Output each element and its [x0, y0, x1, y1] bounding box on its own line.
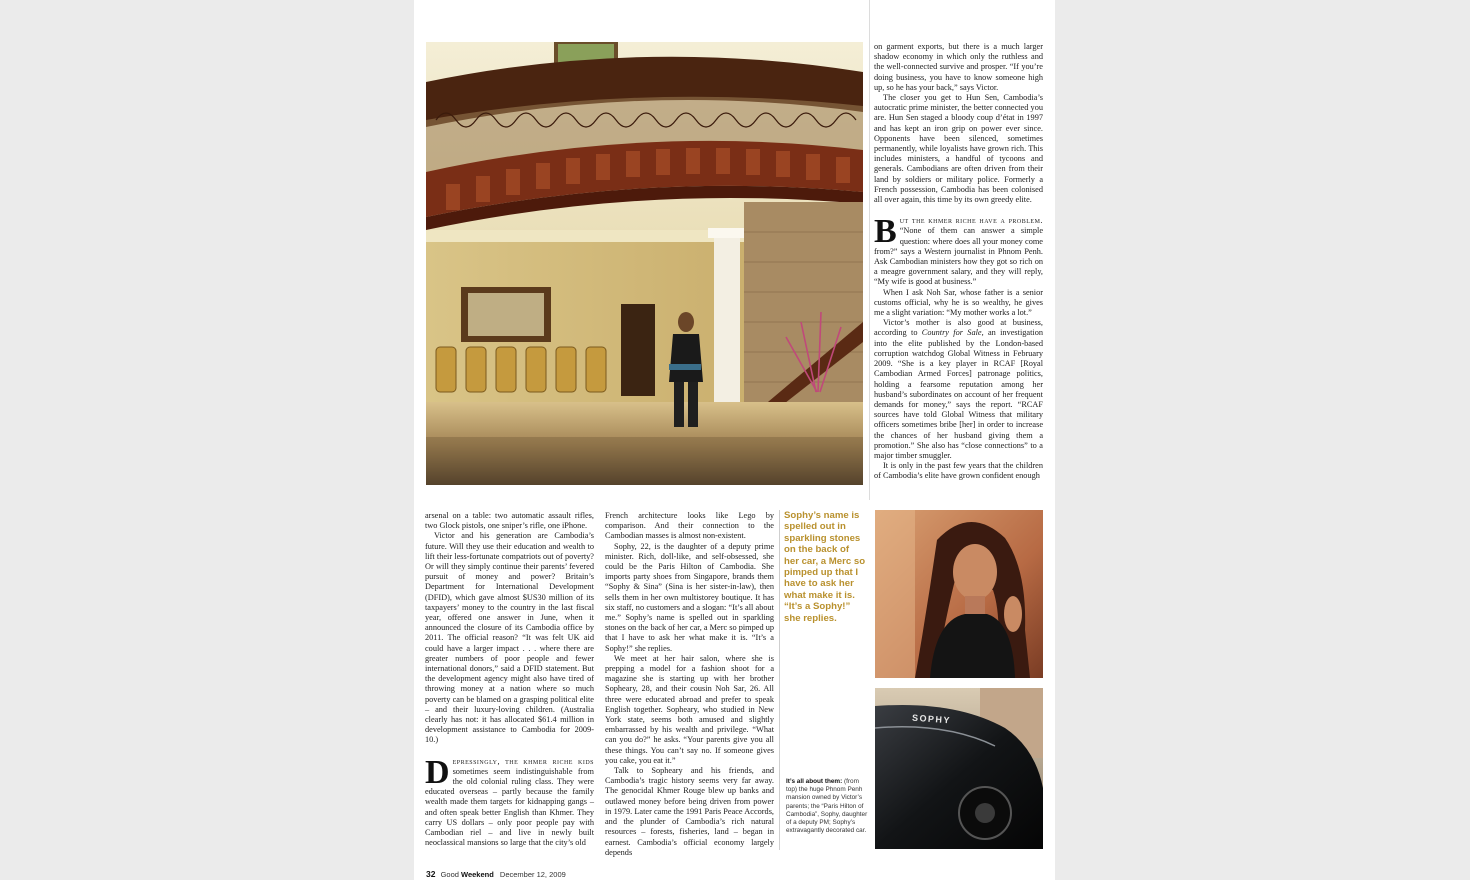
- caption-text: (from top) the huge Phnom Penh mansion owned by Victor’s parents; the “Paris Hilton of Cambodia”, Sophy, daughter of a deputy PM; Sophy’s extravagantly decorated car.: [786, 778, 868, 835]
- magazine-brand: [441, 870, 494, 879]
- paragraph: When I ask Noh Sar, whose father is a senior customs official, why he is so wealthy, he gives me a slight variation: “My mother works a lot.”: [874, 287, 1043, 318]
- paragraph: It is only in the past few years that the children of Cambodia’s elite have grown confident enough: [874, 461, 1043, 481]
- paragraph: The closer you get to Hun Sen, Cambodia’s autocratic prime minister, the better connected you are. Hun Sen staged a bloody coup d’état in 1997 and has kept an iron grip on power ever since. Opponents have been silenced, sometimes permanently, while loyalists have grown rich. This includes ministers, a handful of tycoons and generals. Cambodians are often driven from their land by soldiers or military police. Formerly a French possession, Cambodia has been colonised all over again, this time by its own greedy elite.: [874, 93, 1043, 205]
- paragraph-text: , an investigation into the elite published by the London-based corruption watchdog Global Witness in February 2009. “She is a key player in RCAF [Royal Cambodian Armed Forces] patronage politics, holding a fearsome reputation among her husband’s subordinates on account of her frequent demands for money,” says the report. “RCAF sources have told Global Witness that military officers sometimes bribe [her] in order to increase the chances of her husband giving them a promotion.” She also has “close connections” to a major timber smuggler.: [874, 328, 1043, 460]
- page-footer: [426, 869, 566, 879]
- brand-weekend: Weekend: [461, 870, 494, 879]
- paragraph-text: sometimes seem indistinguishable from the old colonial ruling class. They were educated overseas – partly because the family wealth made them targets for kidnapping gangs – and often speak better English than Khmer. They carry US dollars – only poor people pay with Cambodian riel – and live in newly built neoclassical mansions so large that the city’s old: [425, 766, 594, 848]
- paragraph-text: “None of them can answer a simple question: where does all your money come from?” says a Western journalist in Phnom Penh. Ask Cambodian ministers how they got so rich on a meagre government salary, and they will reply, “My wife is good at business.”: [874, 226, 1043, 287]
- issue-date: December 12, 2009: [499, 870, 566, 879]
- article-column-1: [425, 511, 594, 849]
- paragraph: Sophy, 22, is the daughter of a deputy prime minister. Rich, doll-like, and self-obsessed, she could be the Paris Hilton of Cambodia. She imports party shoes from Singapore, brands them “Sophy & Sina” (Sina is her sister-in-law), then sells them in her own multistorey boutique. It has six staff, no customers and a slogan: “It’s all about me.” Sophy’s name is spelled out in sparkling stones on the back of her car, a Merc so pimped up that I have to ask her what make it is. “It’s a Sophy!” she replies.: [605, 541, 774, 653]
- caption-lead: It’s all about them:: [786, 778, 843, 785]
- paragraph: Talk to Sopheary and his friends, and Cambodia’s tragic history seems very far away. The genocidal Khmer Rouge blew up banks and outlawed money before being driven from power in 1979. Later came the 1991 Paris Peace Accords, and the plunder of Cambodia’s rich natural resources – forests, fisheries, land – began in earnest. Cambodia’s official economy largely depends: [605, 766, 774, 857]
- sophy-car-photo: [875, 688, 1043, 849]
- paragraph-text: Victor’s mother is also good at business, according to: [874, 318, 1043, 338]
- paragraph: [874, 318, 1043, 461]
- book-title: Country for Sale: [921, 328, 982, 338]
- paragraph: French architecture looks like Lego by comparison. And their connection to the Cambodian masses is almost non-existent.: [605, 511, 774, 541]
- column-divider: [869, 0, 870, 500]
- small-caps-lead: epressingly, the khmer riche kids: [452, 756, 594, 766]
- mansion-interior-photo: [426, 42, 863, 485]
- section-start-paragraph: [874, 213, 1043, 287]
- paragraph: on garment exports, but there is a much larger shadow economy in which only the ruthless and the well-connected survive and prosper. “If you’re doing business, you have to know someone high up, so he has your back,” says Victor.: [874, 42, 1043, 92]
- section-start-paragraph: [425, 753, 594, 849]
- brand-good: Good: [440, 870, 459, 879]
- paragraph: Victor and his generation are Cambodia’s future. Will they use their education and wealth to lift their less-fortunate compatriots out of poverty? Or will they simply continue their parents’ fevered pursuit of money and power? Britain’s Department for International Development (DFID), which gave almost $US30 million of its taxpayers’ money to the country in the last fiscal year, offered one answer in June, when it announced the closure of its Cambodia office by 2011. The official reason? “It was felt UK aid could have a larger impact . . . where there are greater numbers of poor people and fewer international donors,” said a DFID statement. But the development agency might also have tired of throwing money at a nation where so much poverty can be blamed on a grasping political elite – and their luxury-loving children. (Australia clearly has not: it has allocated $61.4 million in development assistance to Cambodia for 2009-10.): [425, 531, 594, 745]
- pull-quote: Sophy’s name is spelled out in sparkling stones on the back of her car, a Merc so pimped up that I have to ask her what make it is. “It’s a Sophy!” she replies.: [784, 510, 866, 624]
- drop-cap: D: [425, 753, 450, 791]
- car-illustration: [875, 688, 1043, 849]
- paragraph: arsenal on a table: two automatic assault rifles, two Glock pistols, one sniper’s rifle, one iPhone.: [425, 511, 594, 531]
- photo-caption: [786, 778, 868, 835]
- article-column-2: [605, 511, 774, 858]
- portrait-illustration: [875, 510, 1043, 678]
- drop-cap: B: [874, 213, 897, 251]
- car-badge-text: SOPHY: [911, 712, 952, 726]
- small-caps-lead: ut the khmer riche have a problem.: [899, 216, 1043, 226]
- pull-quote-rule: [779, 510, 780, 850]
- article-column-right-top: [874, 42, 1043, 482]
- paragraph: We meet at her hair salon, where she is prepping a model for a fashion shoot for a magazine she is starting up with her brother Sopheary, 28, and their cousin Noh Sar, 26. All three were educated abroad and prefer to speak English together. Sopheary, who studied in New York state, seems both amused and slightly embarrassed by his wealth and privilege. “What can you do?” he asks. “Your parents give you all these things. You can’t say no. If someone gives you cake, you eat it.”: [605, 653, 774, 765]
- mansion-illustration: [426, 42, 863, 485]
- sophy-portrait-photo: [875, 510, 1043, 678]
- page-number: 32: [426, 869, 436, 879]
